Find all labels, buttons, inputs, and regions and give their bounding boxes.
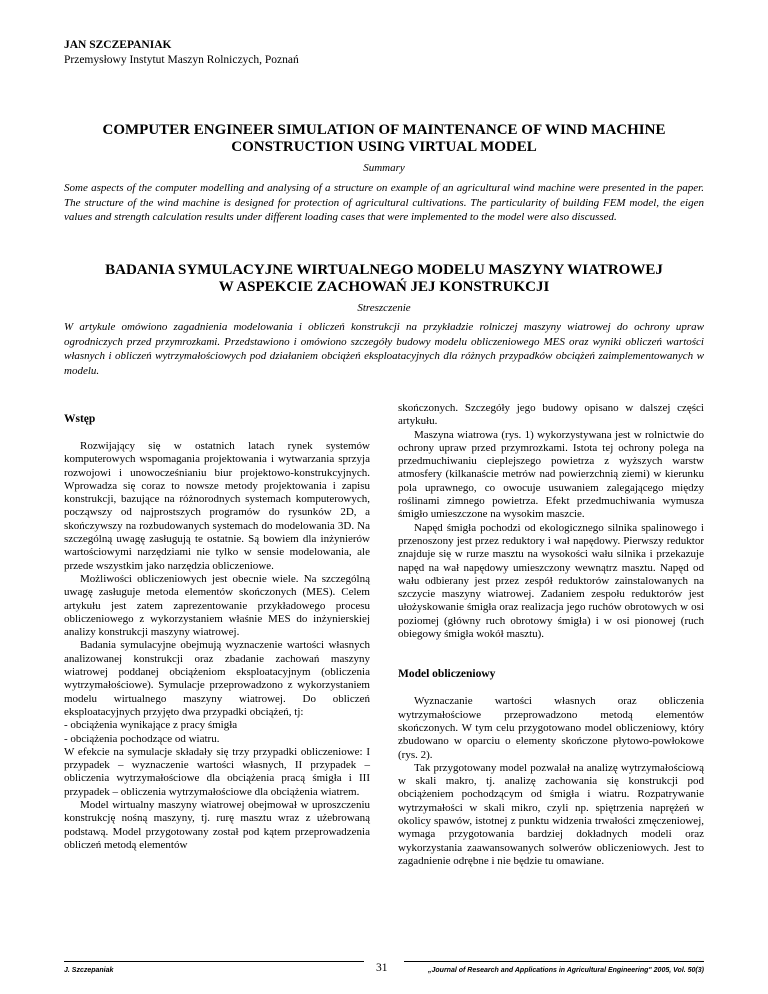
english-title-line-1: COMPUTER ENGINEER SIMULATION OF MAINTENANCE OF WIND MACHINE [102,122,666,138]
streszczenie-heading: Streszczenie [357,302,411,314]
right-paragraph-2: Maszyna wiatrowa (rys. 1) wykorzystywana jest w rolnictwie do ochrony upraw przed przymrozkami. Istota tej ochrony polega na przedmuchiwaniu cieplejszego powietrza z wyższych warstw atmosfery (kilkanaście metrów nad powierzchnią ziemi) w kierunku pola uprawnego, co owocuje usuwaniem zalegającego między roślinami zimnego powietrza. Efekt przedmuchiwania wymusza śmigło umieszczone na wysokim maszcie. [398,428,704,521]
polish-title-line-1: BADANIA SYMULACYJNE WIRTUALNEGO MODELU MASZYNY WIATROWEJ [105,262,663,278]
model-paragraph-2: Tak przygotowany model pozwalał na analizę wytrzymałościową w skali makro, tj. analizę zachowania się konstrukcji pod obciążeniem pochodzącym od śmigła i wiatru. Rozpatrywanie wytrzymałości w skali mikro, czyli np. spiętrzenia naprężeń w okolicy spawów, istotnej z punktu widzenia trwałości zmęczeniowej, wymaga przygotowania bardziej dokładnych modeli oraz wykorzystania zaawansowanych solwerów obliczeniowych. Jest to zagadnienie odrębne i nie będzie tu omawiane. [398,761,704,867]
polish-summary: W artykule omówiono zagadnienia modelowania i obliczeń konstrukcji na przykładzie rolniczej maszyny wiatrowej do ochrony upraw ogrodniczych przed przymrozkami. Przedstawiono i omówiono szczegóły budowy modelu obliczeniowego MES oraz wyniki obliczeń wartości własnych i obliczeń wytrzymałościowych pod działaniem obciążeń eksploatacyjnych dla różnych przypadków obciążeń zaimplementowanych w modelu. [64,321,704,377]
intro-paragraph-4: W efekcie na symulacje składały się trzy przypadki obliczeniowe: I przypadek – wyznaczenie wartości własnych, II przypadek – obliczenia wytrzymałościowe dla obciążenia pracą śmigła i III przypadek – obliczenia wytrzymałościowe dla obciążenia wiatrem. [64,745,370,798]
model-heading: Model obliczeniowy [398,668,496,681]
intro-heading: Wstęp [64,413,96,425]
footer-journal: „Journal of Research and Applications in Agricultural Engineering" 2005, Vol. 50(3) [428,967,704,974]
english-summary: Some aspects of the computer modelling and analysing of a structure on example of an agricultural wind machine were presented in the paper. The structure of the wind machine is designed for protection of agricultural cultivations. The particularity of building FEM model, the eigen values and strength calculation results under different loading cases that were implemented to the model were also discussed. [64,182,704,224]
model-paragraph-1: Wyznaczanie wartości własnych oraz obliczenia wytrzymałościowe przeprowadzono metodą elementów skończonych. W tym celu przygotowano model obliczeniowy, który zbudowano w oparciu o elementy skończone płytowo-powłokowe (rys. 2). [398,695,704,761]
intro-paragraph-3: Badania symulacyjne obejmują wyznaczenie wartości własnych analizowanej konstrukcji oraz zbadanie zachowań maszyny wiatrowej poddanej obciążeniom eksploatacyjnym (obliczenia wytrzymałościowe). Symulacje przeprowadzono z wykorzystaniem modelu wirtualnego maszyny wiatrowej. Do obliczeń eksploatacyjnych przyjęto dwa przypadki obciążeń, tj: [64,639,370,718]
page-number: 31 [376,962,388,974]
author-block [64,38,299,67]
footer-rule-left [64,961,364,962]
polish-title-block [64,262,704,315]
summary-heading: Summary [363,162,405,174]
footer-rule-right [404,961,704,962]
footer-author: J. Szczepaniak [64,967,114,974]
right-column [398,402,704,868]
left-column [64,402,370,852]
intro-paragraph-1: Rozwijający się w ostatnich latach rynek systemów komputerowych wspomagania projektowania i wytwarzania sprzyja rozwojowi i unowocześnianiu biur projektowo-konstrukcyjnych. Wprowadza się coraz to nowsze metody projektowania i zapisu konstrukcji, bazujące na różnorodnych systemach komputerowych, począwszy od najprostszych programów do rysunków 2D, a skończywszy na rozbudowanych systemach do modelowania 3D. Na szczególną uwagę zasługują te ostatnie. Są bowiem dla inżynierów wartościowymi narzędziami nie tylko w sensie modelowania, ale przede wszystkim jako narzędzia obliczeniowe. [64,440,370,572]
english-title-block [64,122,704,175]
polish-title [64,262,704,296]
english-title [64,122,704,156]
intro-paragraph-2: Możliwości obliczeniowych jest obecnie wiele. Na szczególną uwagę zasługuje metoda elementów skończonych (MES). Celem artykułu jest zatem zaprezentowanie przykładowego procesu obliczeniowego z wykorzystaniem właśnie MES do inżynierskiej analizy konstrukcji maszyny wiatrowej. [64,572,370,639]
intro-list-item-1: - obciążenia wynikające z pracy śmigła [64,719,238,732]
right-paragraph-1: skończonych. Szczegóły jego budowy opisano w dalszej części artykułu. [398,402,704,428]
right-paragraph-3: Napęd śmigła pochodzi od ekologicznego silnika spalinowego i przenoszony jest przez reduktory i wał napędowy. Pierwszy reduktor znajduje się w rurze masztu na wysokości wału silnika i przekazuje napęd na wał napędowy umieszczony wewnątrz masztu. Napęd od wału odbierany jest przez zespół reduktorów zainstalowanych na szczycie maszyny wiatrowej. Zadaniem zespołu reduktorów jest ułożyskowanie śmigła oraz realizacja jego ruchów obrotowych w osi poziomej (główny ruch obrotowy śmigła) i w osi pionowej (ruch obiegowy śmigła wokół masztu). [398,521,704,641]
intro-list-item-2: - obciążenia pochodzące od wiatru. [64,732,220,745]
intro-paragraph-5: Model wirtualny maszyny wiatrowej obejmował w uproszczeniu konstrukcję nośną maszyny, tj. rurę masztu wraz z użebrowaną podstawą. Model przygotowany został pod kątem przeprowadzenia obliczeń metodą elementów [64,799,370,851]
author-name: JAN SZCZEPANIAK [64,39,172,51]
polish-title-line-2: W ASPEKCIE ZACHOWAŃ JEJ KONSTRUKCJI [218,279,550,295]
author-affiliation: Przemysłowy Instytut Maszyn Rolniczych, Poznań [64,53,299,66]
english-title-line-2: CONSTRUCTION USING VIRTUAL MODEL [231,139,537,155]
